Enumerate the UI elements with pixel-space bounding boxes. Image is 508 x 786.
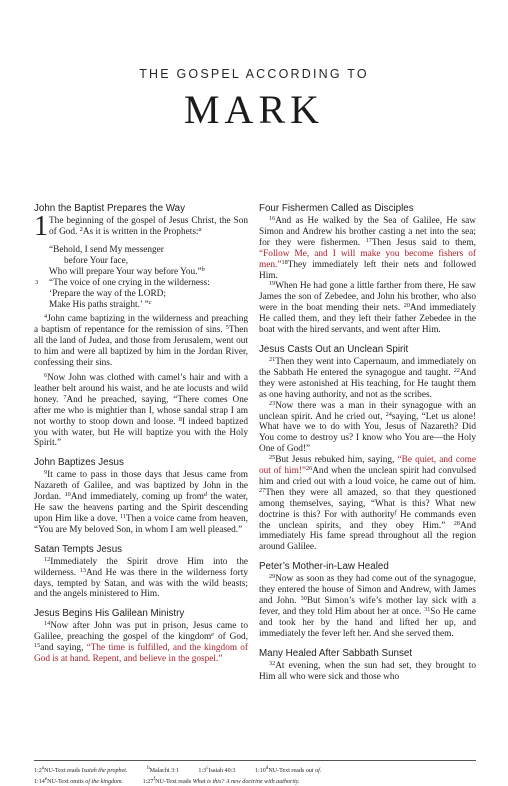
words-of-christ: “Be quiet, and come out of him!” — [259, 455, 476, 477]
footnote-marker: c — [148, 298, 152, 306]
verse-number: 31 — [424, 606, 431, 613]
verse-paragraph: $^{32}$At evening, when the sun had set, they brought to Him all who were sick and those who — [259, 659, 476, 682]
footnote: 1:2$^a$NU-Text reads Isaiah the prophet. — [34, 765, 128, 775]
chapter-number: 1 — [34, 211, 48, 242]
footnote-marker: d — [204, 491, 208, 499]
verse-number: 6 — [44, 371, 48, 379]
verse-number: 27 — [259, 486, 266, 494]
verse-paragraph: $^{25}$But Jesus rebuked him, saying, “Be quiet, and come out of him!”$^{26}$And when the unclean spirit had convulsed him and cried out with a loud voice, he came out of him. $^{27}$Then they were all amazed, so that they questioned among themselves, saying, “What is this? What new doctrine is this? For with authority$^f$ He commands even the unclean spirits, and they obey Him.” $^{28}$And immediately His fame spread throughout all the region around Galilee. — [259, 454, 476, 553]
section-heading: John the Baptist Prepares the Way — [34, 203, 186, 214]
footnote: 1:27$^f$NU-Text reads What is this? A new doctrine with authority. — [142, 776, 300, 786]
verse-number: 2 — [79, 225, 83, 233]
book-subtitle: THE GOSPEL ACCORDING TO — [139, 67, 369, 81]
poetry-quote — [34, 245, 248, 310]
poetry-line: before Your face, — [64, 255, 129, 266]
verse-number: 18 — [281, 258, 288, 266]
verse-number: 23 — [269, 399, 276, 407]
footnote: 1:10$^d$NU-Text reads out of. — [254, 765, 322, 775]
verse-paragraph: $^{19}$When He had gone a little farther from there, He saw James the son of Zebedee, and John his brother, who also were in the boat mending their nets. $^{20}$And immediately He called them, and they left their father Zebedee in the boat with the hired servants, and went after Him. — [259, 280, 476, 336]
footnotes — [34, 764, 494, 786]
verse-number: 19 — [269, 280, 276, 288]
verse-number: 14 — [44, 620, 51, 628]
verse-number: 21 — [269, 355, 276, 363]
footnote: $^b$Malachi 3:1 — [147, 765, 179, 775]
words-of-christ: “The time is fulfilled, and the kingdom of God is at hand. Repent, and believe in the gospel.” — [34, 643, 248, 665]
verse-text: The beginning of the gospel of Jesus Christ, the Son of God. $^2$As it is written in the Prophets:$^a$ — [49, 216, 248, 237]
footnote-divider — [34, 760, 476, 761]
footnote-line — [34, 764, 494, 775]
footnote-marker: f — [394, 508, 397, 516]
verse-number: 5 — [225, 324, 229, 332]
right-column — [259, 202, 476, 683]
book-title: MARK — [183, 87, 325, 132]
verse-number: 8 — [178, 415, 182, 423]
footnote-marker: b — [201, 265, 205, 273]
verse-paragraph: $^{21}$Then they went into Capernaum, and immediately on the Sabbath He entered the synagogue and taught. $^{22}$And they were astonished at His teaching, for He taught them as one having authority, and not as the scribes. — [259, 355, 476, 400]
verse-paragraph: $^6$Now John was clothed with camel’s hair and with a leather belt around his waist, and he ate locusts and wild honey. $^7$And he preached, saying, “There comes One after me who is mightier than I, whose sandal strap I am not worthy to stoop down and loose. $^8$I indeed baptized you with water, but He will baptize you with the Holy Spirit.” — [34, 371, 248, 449]
verse-number: 11 — [119, 512, 126, 520]
verse-paragraph: $^{12}$Immediately the Spirit drove Him into the wilderness. $^{13}$And He was there in the wilderness forty days, tempted by Satan, and was with the wild beasts; and the angels ministered to Him. — [34, 555, 248, 600]
verse-number: 30 — [300, 595, 307, 603]
words-of-christ: “Follow Me, and I will make you become fishers of men.” — [259, 248, 476, 270]
footnote: 1:14eNU-Text omits of the kingdom. — [34, 776, 124, 786]
verse-number: 26 — [306, 465, 313, 473]
verse-number: 28 — [453, 519, 460, 527]
poetry-line: Make His paths straight.’ ”$^c$ — [49, 298, 152, 310]
footnote-line — [34, 775, 494, 786]
section-heading: Peter’s Mother-in-Law Healed — [259, 561, 389, 573]
section-heading: Many Healed After Sabbath Sunset — [259, 647, 413, 659]
verse-number: 12 — [44, 555, 51, 563]
verse-number: 13 — [79, 566, 86, 574]
footnote: 1:3$^c$Isaiah 40:3 — [198, 765, 236, 775]
footnote-marker: e — [211, 631, 215, 639]
verse-number: 15 — [34, 642, 41, 650]
verse-number: 25 — [269, 454, 276, 462]
verse-paragraph: $^9$It came to pass in those days that Jesus came from Nazareth of Galilee, and was baptized by John in the Jordan. $^{10}$And immediately, coming up from$^d$ the water, He saw the heavens parting and the Spirit descending upon Him like a dove. $^{11}$Then a voice came from heaven, “You are My beloved Son, in whom I am well pleased.” — [34, 469, 249, 535]
poetry-line: Who will prepare Your way before You.”$^b$ — [49, 265, 205, 277]
verse-paragraph: $^{29}$Now as soon as they had come out of the synagogue, they entered the house of Simon and Andrew, with James and John. $^{30}$But Simon’s wife’s mother lay sick with a fever, and they told Him about her at once. $^{31}$So He came and took her by the hand and lifted her up, and immediately the fever left her. And she served them. — [259, 573, 476, 639]
poetry-line: 3 “The voice of one crying in the wilderness: — [35, 277, 210, 288]
verse-paragraph: $^{14}$Now after John was put in prison, Jesus came to Galilee, preaching the gospel of the kingdom$^e$ of God, $^{15}$and saying, “The time is fulfilled, and the kingdom of God is at hand. Repent, and believe in the gospel.” — [34, 620, 248, 665]
verse-number: 10 — [64, 491, 71, 499]
section-heading: John Baptizes Jesus — [34, 457, 124, 469]
section-heading: Four Fishermen Called as Disciples — [259, 203, 414, 214]
section-heading: Jesus Casts Out an Unclean Spirit — [259, 343, 409, 355]
section-heading: Satan Tempts Jesus — [34, 543, 123, 555]
verse-number: 17 — [365, 236, 372, 244]
chapter-opening — [34, 211, 248, 242]
poetry-line: ‘Prepare the way of the LORD; — [49, 288, 166, 299]
left-column — [34, 202, 248, 665]
verse-paragraph: $^4$John came baptizing in the wilderness and preaching a baptism of repentance for the remission of sins. $^5$Then all the land of Judea, and those from Jerusalem, went out to him and were all baptized by him in the Jordan River, confessing their sins. — [34, 313, 248, 369]
verse-number: 22 — [453, 366, 460, 374]
verse-paragraph: $^{23}$Now there was a man in their synagogue with an unclean spirit. And he cried out, $^{24}$saying, “Let us alone! What have we to do with You, Jesus of Nazareth? Did You come to destroy us? I know who You are—the Holy One of God!” — [259, 399, 476, 455]
poetry-line: “Behold, I send My messenger — [49, 245, 164, 255]
verse-number: 3 — [35, 278, 39, 286]
verse-paragraph: $^{16}$And as He walked by the Sea of Galilee, He saw Simon and Andrew his brother casting a net into the sea; for they were fishermen. $^{17}$Then Jesus said to them, “Follow Me, and I will make you become fishers of men.”$^{18}$They immediately left their nets and followed Him. — [259, 215, 476, 281]
verse-number: 16 — [269, 215, 276, 222]
verse-number: 7 — [63, 393, 67, 401]
footnote-marker: a — [198, 225, 202, 233]
verse-number: 20 — [403, 302, 410, 310]
verse-number: 4 — [44, 313, 48, 321]
verse-number: 9 — [44, 469, 48, 477]
verse-number: 29 — [269, 573, 276, 581]
verse-number: 32 — [269, 659, 276, 667]
verse-number: 24 — [385, 410, 392, 418]
section-heading: Jesus Begins His Galilean Ministry — [34, 608, 185, 620]
